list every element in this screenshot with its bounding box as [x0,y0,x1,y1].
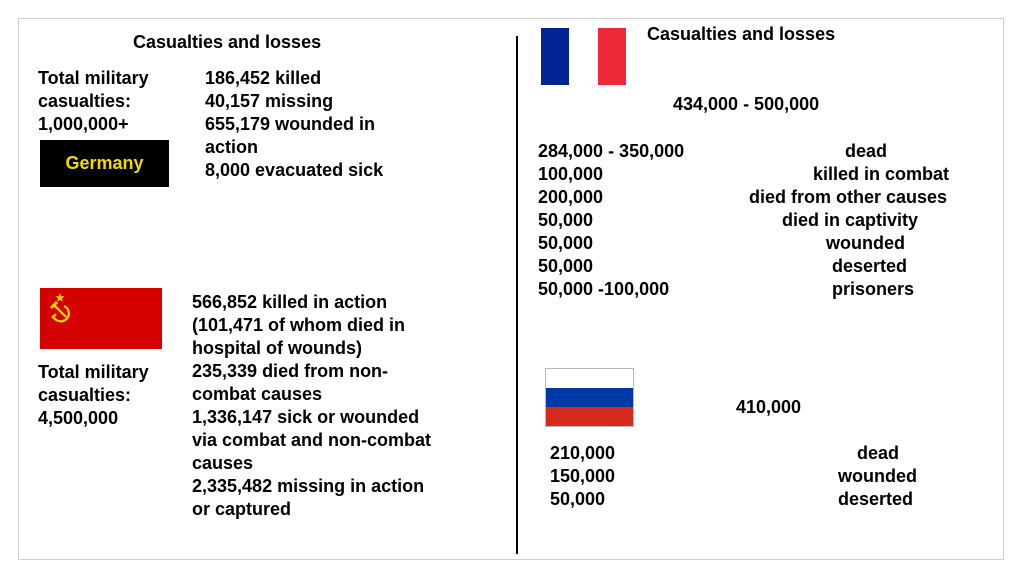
germany-heading: Casualties and losses [133,32,322,52]
germany-line: action [205,137,259,157]
ussr-line: 1,336,147 sick or wounded [192,407,420,427]
ussr-line: combat causes [192,384,323,404]
germany-total-value: 1,000,000+ [38,114,129,134]
russia-row-value: 210,000 [550,443,616,463]
germany-total-label-line1: Total military [38,68,149,88]
france-row-label: killed in combat [813,164,950,184]
ussr-total-value: 4,500,000 [38,408,119,428]
ussr-line: 2,335,482 missing in action [192,476,425,496]
germany-total-label-line2: casualties: [38,91,132,111]
germany-line: 655,179 wounded in [205,114,376,134]
france-row-label: deserted [832,256,908,276]
france-row-label: died in captivity [782,210,919,230]
russia-flag [545,368,634,427]
germany-flag [40,140,169,187]
russia-total: 410,000 [736,397,802,417]
france-row-value: 200,000 [538,187,604,207]
ussr-line: via combat and non-combat [192,430,432,450]
france-row-value: 50,000 [538,233,594,253]
france-row-value: 50,000 [538,210,594,230]
russia-flag-red [546,407,633,426]
france-row-label: died from other causes [749,187,948,207]
france-row-label: dead [845,141,888,161]
hammer-sickle-icon [40,288,162,349]
france-row-value: 100,000 [538,164,604,184]
germany-line: 8,000 evacuated sick [205,160,384,180]
ussr-line: hospital of wounds) [192,338,362,358]
france-row-label: prisoners [832,279,915,299]
germany-flag-label: Germany [65,153,144,173]
france-flag-blue [541,28,569,85]
ussr-line: 566,852 killed in action [192,292,388,312]
france-row-label: wounded [826,233,905,253]
ussr-line: or captured [192,499,292,519]
ussr-line: (101,471 of whom died in [192,315,406,335]
russia-row-label: wounded [838,466,917,486]
ussr-line: 235,339 died from non- [192,361,389,381]
russia-row-value: 150,000 [550,466,616,486]
ussr-total-label-line1: Total military [38,362,149,382]
france-flag-white [569,28,597,85]
france-row-value: 50,000 [538,256,594,276]
russia-row-label: deserted [838,489,914,509]
france-flag [541,28,626,85]
ussr-total-label-line2: casualties: [38,385,132,405]
france-heading: Casualties and losses [647,24,836,44]
france-row-value: 284,000 - 350,000 [538,141,685,161]
ussr-line: causes [192,453,254,473]
germany-line: 186,452 killed [205,68,322,88]
russia-row-value: 50,000 [550,489,606,509]
ussr-flag [40,288,162,349]
russia-row-label: dead [857,443,900,463]
france-total: 434,000 - 500,000 [673,94,820,114]
france-row-value: 50,000 -100,000 [538,279,670,299]
russia-flag-blue [546,388,633,407]
column-divider [516,36,518,554]
germany-line: 40,157 missing [205,91,334,111]
russia-flag-white [546,369,633,388]
france-flag-red [598,28,626,85]
